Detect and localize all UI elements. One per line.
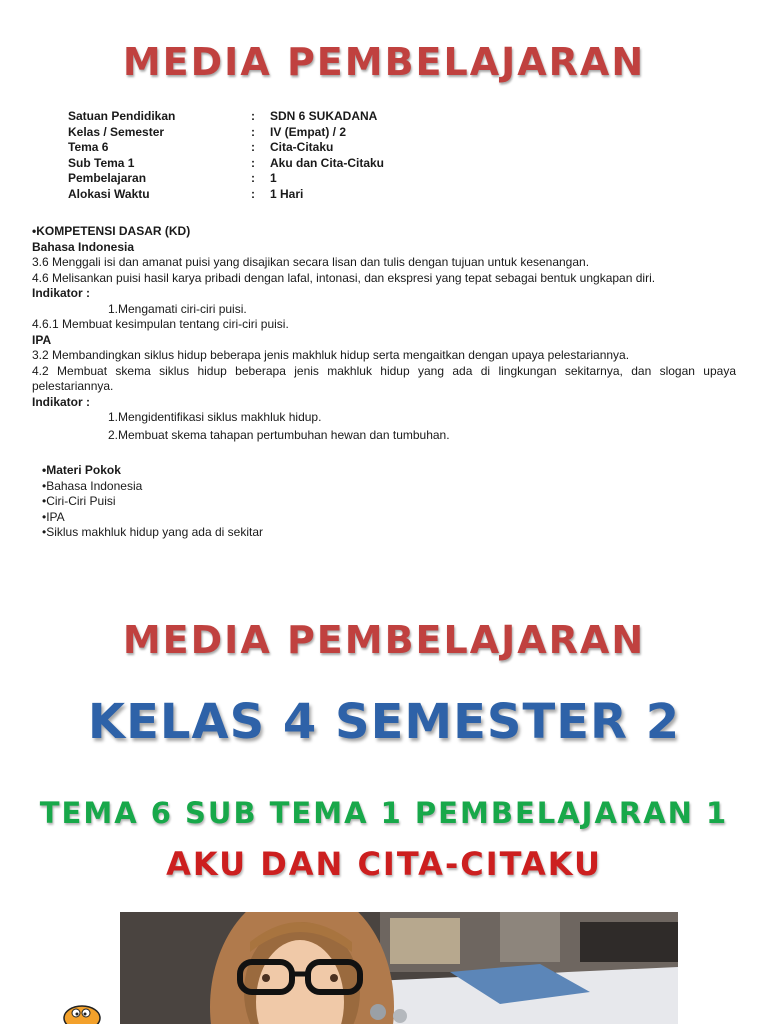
cover-tema: TEMA 6 SUB TEMA 1 PEMBELAJARAN 1 — [39, 796, 729, 830]
kd-item: 4.2 Membuat skema siklus hidup beberapa jenis makhluk hidup yang ada di lingkungan sekitarnya, dan slogan upaya pelestariannya. — [32, 363, 736, 393]
identity-label: Tema 6 — [68, 140, 109, 154]
identity-table — [68, 109, 384, 202]
cover-title: MEDIA PEMBELAJARAN — [122, 618, 646, 662]
materi-section — [42, 463, 263, 541]
indikator-item: 1.Mengidentifikasi siklus makhluk hidup. — [108, 410, 322, 424]
indikator-label: Indikator : — [32, 394, 91, 409]
identity-value: Cita-Citaku — [270, 140, 334, 154]
materi-item: •Siklus makhluk hidup yang ada di sekitar — [42, 525, 263, 539]
kd-heading: •KOMPETENSI DASAR (KD) — [32, 224, 191, 238]
identity-row — [68, 140, 384, 156]
identity-colon: : — [251, 124, 255, 139]
cartoon-character-icon — [60, 1000, 106, 1024]
identity-label: Pembelajaran — [68, 171, 147, 185]
identity-label: Sub Tema 1 — [68, 155, 135, 170]
cover-kelas: KELAS 4 SEMESTER 2 — [87, 694, 681, 750]
materi-heading: •Materi Pokok — [42, 463, 121, 477]
kd-item: 3.2 Membandingkan siklus hidup beberapa jenis makhluk hidup serta mengaitkan dengan upaya pelestariannya. — [32, 348, 630, 362]
identity-value: IV (Empat) / 2 — [270, 124, 347, 139]
indikator-item: 2.Membuat skema tahapan pertumbuhan hewan dan tumbuhan. — [108, 427, 450, 442]
identity-label: Satuan Pendidikan — [68, 109, 176, 123]
materi-item: •Ciri-Ciri Puisi — [42, 494, 116, 508]
materi-item: •IPA — [42, 509, 65, 524]
identity-colon: : — [251, 186, 255, 201]
identity-row — [68, 187, 384, 203]
identity-row — [68, 125, 384, 141]
identity-value: 1 — [270, 171, 277, 185]
identity-value: 1 Hari — [270, 186, 304, 201]
identity-colon: : — [251, 155, 255, 170]
kd-item: 3.6 Menggali isi dan amanat puisi yang disajikan secara lisan dan tulis dengan tujuan untuk kesenangan. — [32, 255, 590, 269]
identity-colon: : — [251, 171, 255, 185]
kompetensi-section — [32, 224, 736, 443]
identity-row — [68, 109, 384, 125]
ipa-heading: IPA — [32, 332, 52, 347]
identity-value: Aku dan Cita-Citaku — [270, 155, 385, 170]
identity-row — [68, 156, 384, 172]
identity-row — [68, 171, 384, 187]
girl-with-glasses-photo — [120, 912, 678, 1024]
identity-value: SDN 6 SUKADANA — [270, 109, 378, 123]
identity-colon: : — [251, 109, 255, 123]
bi-heading: Bahasa Indonesia — [32, 239, 135, 254]
indikator-item: 1.Mengamati ciri-ciri puisi. — [108, 301, 247, 316]
materi-item: •Bahasa Indonesia — [42, 478, 143, 493]
cover-subtema: AKU DAN CITA-CITAKU — [166, 845, 602, 883]
indikator-label: Indikator : — [32, 286, 91, 300]
identity-label: Alokasi Waktu — [68, 186, 150, 201]
identity-label: Kelas / Semester — [68, 124, 165, 139]
identity-colon: : — [251, 140, 255, 154]
page-title: MEDIA PEMBELAJARAN — [122, 40, 646, 84]
kd-item: 4.6 Melisankan puisi hasil karya pribadi dengan lafal, intonasi, dan ekspresi yang tepat sebagai bentuk ungkapan diri. — [32, 270, 656, 285]
indikator-item: 4.6.1 Membuat kesimpulan tentang ciri-ciri puisi. — [32, 317, 289, 331]
